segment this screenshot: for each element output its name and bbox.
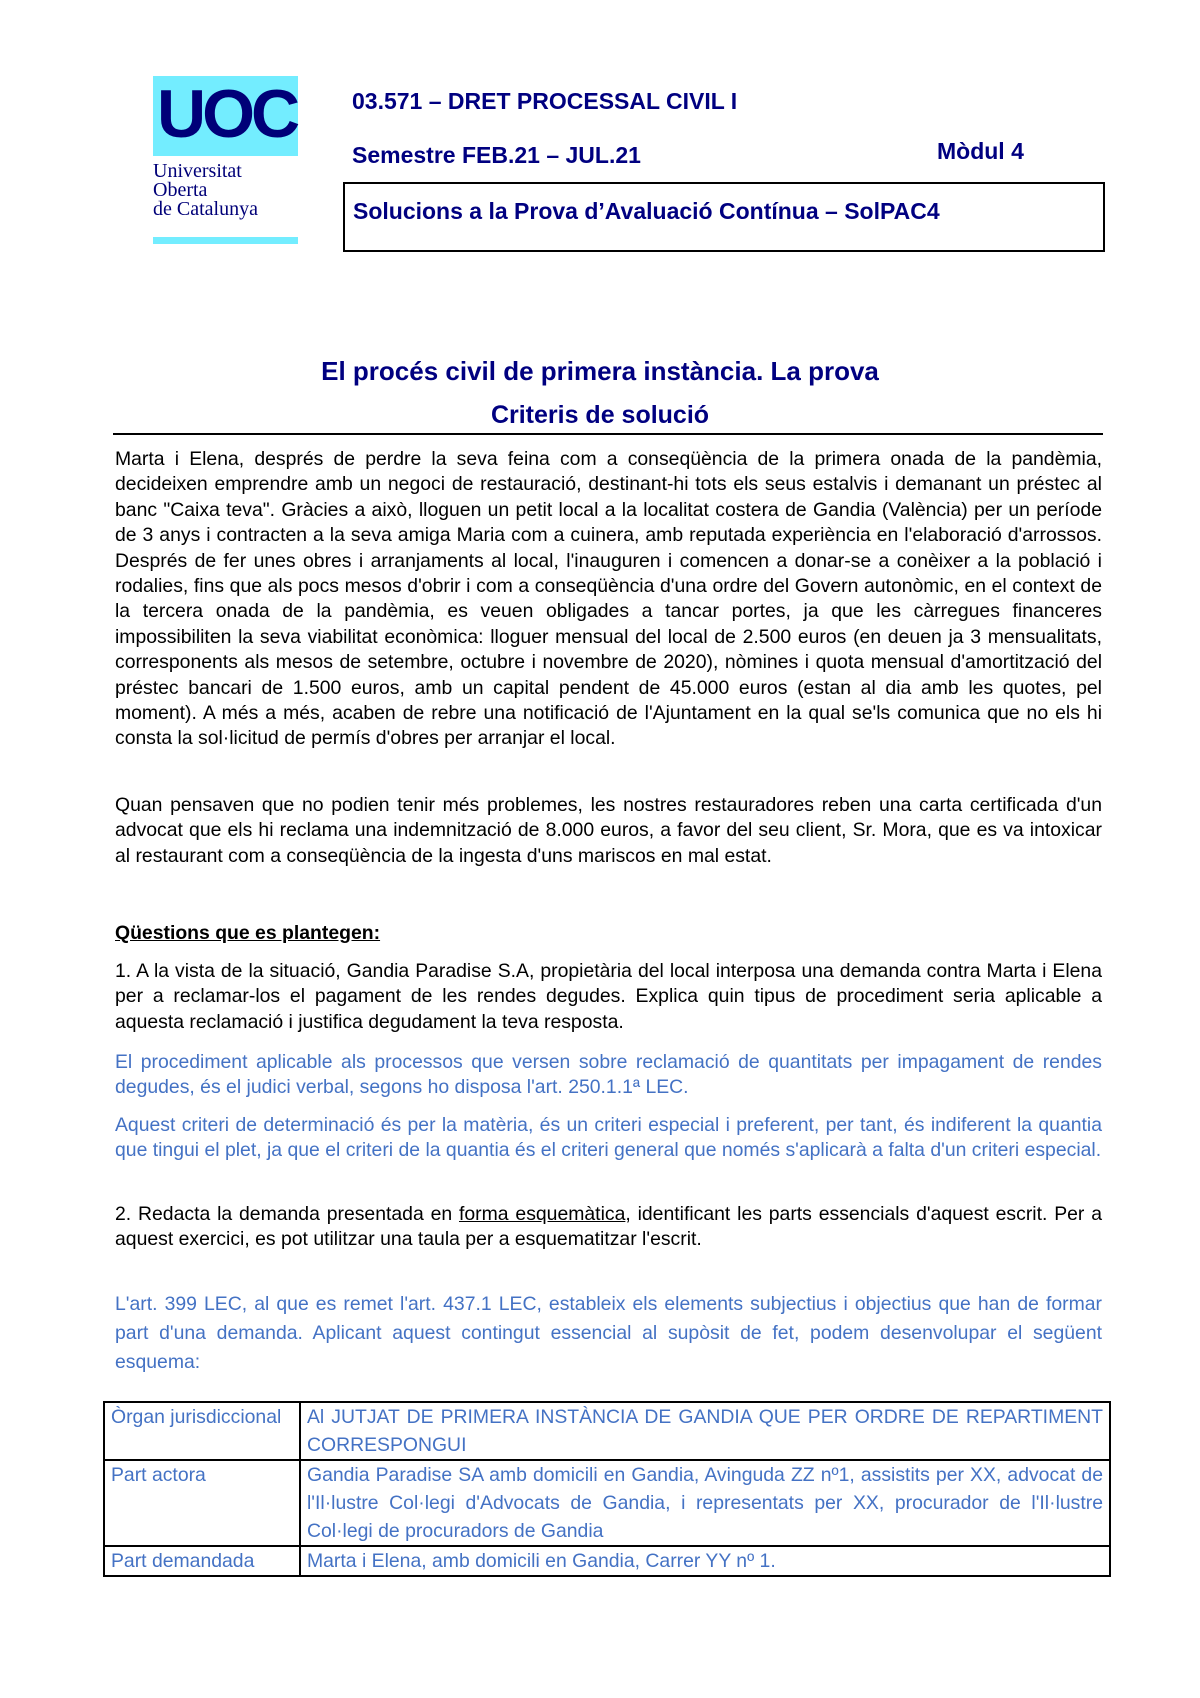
logo-mark <box>153 76 298 156</box>
answer-1-paragraph-1: El procediment aplicable als processos que versen sobre reclamació de quantitats per impagament de rendes degudes, és el judici verbal, segons ho disposa l'art. 250.1.1ª LEC. <box>115 1051 1102 1099</box>
document-subtitle: Criteris de solució <box>490 401 710 429</box>
question-1: 1. A la vista de la situació, Gandia Paradise S.A, propietària del local interposa una demanda contra Marta i Elena per a reclamar-los el pagament de les rendes degudes. Explica quin tipus de procediment seria aplicable a aquesta reclamació i justifica degudament la teva resposta. <box>115 960 1102 1033</box>
table-row <box>104 1460 1110 1546</box>
logo-line-1: Universitat <box>153 160 242 182</box>
logo-line-2: Oberta <box>153 179 208 201</box>
table-content-cell: Marta i Elena, amb domicili en Gandia, Carrer YY nº 1. <box>300 1546 1110 1576</box>
module-label: Mòdul 4 <box>937 138 1024 164</box>
answer-1-paragraph-2: Aquest criteri de determinació és per la matèria, és un criteri especial i preferent, per tant, és indiferent la quantia que tingui el plet, ja que el criteri de la quantia és el criteri general que només s'aplicarà a falta d'un criteri especial. <box>115 1114 1102 1162</box>
document-title: El procés civil de primera instància. La prova <box>321 356 879 386</box>
question-2 <box>115 1202 1102 1253</box>
questions-heading: Qüestions que es plantegen: <box>115 922 381 944</box>
question-2-text-end: , identificant les parts essencials d'aquest escrit. Per a aquest exercici, es pot utilitzar una taula per a esquematitzar l'escrit. <box>115 1203 1102 1251</box>
logo-line-3: de Catalunya <box>153 198 258 220</box>
table-label-cell: Part actora <box>104 1460 300 1546</box>
scenario-paragraph-2: Quan pensaven que no podien tenir més problemes, les nostres restauradores reben una carta certificada d'un advocat que els hi reclama una indemnització de 8.000 euros, a favor del seu client, Sr. Mora, que es va intoxicar al restaurant com a conseqüència de la ingesta d'uns mariscos en mal estat. <box>115 794 1102 867</box>
semester-label: Semestre FEB.21 – JUL.21 <box>352 142 641 168</box>
table-label-cell: Òrgan jurisdiccional <box>104 1402 300 1460</box>
solutions-title-box <box>343 182 1105 252</box>
table-content-cell: Gandia Paradise SA amb domicili en Gandia, Avinguda ZZ nº1, assistits per XX, advocat de l'Il·lustre Col·legi d'Advocats de Gandia, i representats per XX, procurador de l'Il·lustre Col·legi de procuradors de Gandia <box>300 1460 1110 1546</box>
question-2-text-start: 2. Redacta la demanda presentada en <box>115 1203 459 1225</box>
table-content-cell: Al JUTJAT DE PRIMERA INSTÀNCIA DE GANDIA QUE PER ORDRE DE REPARTIMENT CORRESPONGUI <box>300 1402 1110 1460</box>
logo-underline <box>153 237 298 244</box>
table-label-cell: Part demandada <box>104 1546 300 1576</box>
question-2-emphasis: forma esquemàtica <box>459 1203 626 1225</box>
uoc-logo <box>153 76 298 244</box>
course-title: 03.571 – DRET PROCESSAL CIVIL I <box>352 88 738 114</box>
logo-wordmark <box>153 162 258 219</box>
solutions-title: Solucions a la Prova d’Avaluació Contínua – SolPAC4 <box>353 198 940 224</box>
answer-2-intro: L'art. 399 LEC, al que es remet l'art. 437.1 LEC, estableix els elements subjectius i objectius que han de formar part d'una demanda. Aplicant aquest contingut essencial al supòsit de fet, podem desenvolupar el següent esquema: <box>115 1293 1102 1373</box>
scenario-paragraph-1: Marta i Elena, després de perdre la seva feina com a conseqüència de la primera onada de la pandèmia, decideixen emprendre amb un negoci de restauració, destinant-hi tots els seus estalvis i demanant un préstec al banc "Caixa teva". Gràcies a això, lloguen un petit local a la localitat costera de Gandia (València) per un període de 3 anys i contracten a la seva amiga Maria com a cuinera, amb reputada experiència en l'elaboració d'arrossos. Després de fer unes obres i arranjaments al local, l'inauguren i comencen a donar-se a conèixer a la població i rodalies, fins que als pocs mesos d'obrir i com a conseqüència d'una ordre del Govern autonòmic, en el context de la tercera onada de la pandèmia, es veuen obligades a tancar portes, ja que les càrregues financeres impossibiliten la seva viabilitat econòmica: lloguer mensual del local de 2.500 euros (en deuen ja 3 mensualitats, corresponents als mesos de setembre, octubre i novembre de 2020), nòmines i quota mensual d'amortització del préstec bancari de 1.500 euros, amb un capital pendent de 45.000 euros (estan al dia amb les quotes, pel moment). A més a més, acaben de rebre una notificació de l'Ajuntament en la qual se'ls comunica que no els hi consta la sol·licitud de permís d'obres per arranjar el local. <box>115 448 1102 750</box>
title-divider <box>113 433 1103 435</box>
claim-outline-table <box>103 1401 1111 1577</box>
table-row <box>104 1402 1110 1460</box>
table-row <box>104 1546 1110 1576</box>
logo-letters: UOC <box>157 76 297 152</box>
